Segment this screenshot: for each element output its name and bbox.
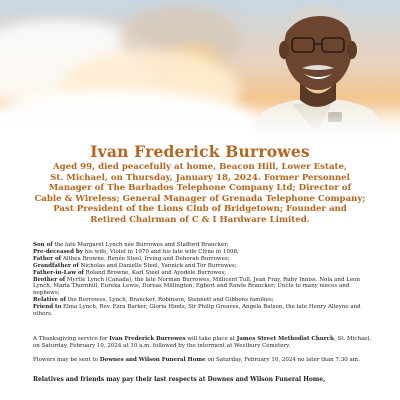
family-list	[33, 242, 373, 318]
family-entry	[33, 249, 373, 256]
flowers-lead: Flowers may be sent to	[33, 357, 99, 363]
family-entry	[33, 277, 373, 298]
summary-line: Aged 99, died peacefully at home, Beacon Hill, Lower Estate,	[52, 162, 347, 172]
summary-line: Past President of the Lions Club of Bridgetown; Founder and	[53, 204, 347, 215]
family-entry	[33, 242, 373, 249]
family-text: his wife, Violet in 1970 and his late wife Clyne in 1998;	[84, 248, 239, 255]
family-text: the Burrowes, Lynch, Brancker, Robinson, Stennett and Gibbons families;	[67, 297, 274, 304]
family-entry	[33, 263, 373, 270]
family-role: Brother of	[33, 276, 66, 283]
flowers-home: Downes and Wilson Funeral Home	[99, 357, 206, 363]
service-paragraph	[33, 336, 373, 350]
family-role: Father of	[33, 255, 62, 262]
flowers-tail: on Saturday, February 10, 2024 no later than 7:30 am.	[207, 357, 360, 363]
family-role: Son of	[33, 242, 53, 248]
summary-line: Cable & Wireless; General Manager of Grenada Telephone Company;	[34, 193, 366, 204]
deceased-name: Ivan Frederick Burrowes	[90, 142, 310, 161]
respects-paragraph: Relatives and friends may pay their last respects at Downes and Wilson Funeral Home,	[33, 376, 326, 383]
family-text: Nicholas and Danielle Steel, Yannick and Tor Burrowes;	[80, 262, 237, 269]
family-text: Elma Lynch, Rev. Ezra Barker, Gloria Hinds, Sir Philip Greaves, Angela Batson, the late Henry Alleyne and others.	[33, 304, 361, 318]
flowers-paragraph	[33, 357, 373, 364]
family-entry	[33, 304, 373, 318]
sky-background	[0, 0, 400, 140]
hero-fade	[0, 105, 400, 140]
family-role: Friend to	[33, 304, 62, 311]
obituary-summary	[32, 162, 368, 226]
service-tail: , St. Michael, on Saturday, February 10, 2024 at 10 a.m. followed by the interment at Westbury Cemetery.	[33, 336, 372, 349]
family-text: Roland Browne, Karl Steel and Ayodele Burrowes;	[85, 269, 227, 276]
service-name: Ivan Frederick Burrowes	[109, 336, 186, 342]
summary-line: St. Michael, on Thursday, January 18, 2024. Former Personnel	[50, 172, 350, 183]
family-role: Grandfather of	[33, 262, 79, 269]
family-text: Myrtle Lynch (Canada), the late Norman Burrowes, Millicent Tull, Jean Fray, Ruby Inniss, Nola and Leon Lynch, Maria Thornhill, Eureka Lewis, Doreas Millington, Egbert and Rawle Brancker; Uncle to many nieces and nephews;	[33, 276, 360, 297]
family-role: Pre-deceased by	[33, 248, 83, 255]
summary-line: Manager of The Barbados Telephone Company Ltd; Director of	[48, 183, 352, 194]
family-role: Relative of	[33, 297, 66, 304]
service-church: James Street Methodist Church	[236, 336, 335, 342]
family-text: Althea Browne, Renée Steel, Irving and Deborah Burrowes;	[62, 255, 230, 262]
service-lead: A Thanksgiving service for	[33, 336, 108, 342]
family-entry	[33, 256, 373, 263]
family-entry	[33, 297, 373, 304]
summary-line: Retired Chairman of C & I Hardware Limited.	[90, 214, 310, 225]
family-entry	[33, 270, 373, 277]
family-role: Father-in-Law of	[33, 269, 84, 276]
family-text: the late Margaret Lynch née Burrowes and Stafford Brancker;	[54, 242, 229, 248]
service-mid: will take place at	[187, 336, 236, 342]
